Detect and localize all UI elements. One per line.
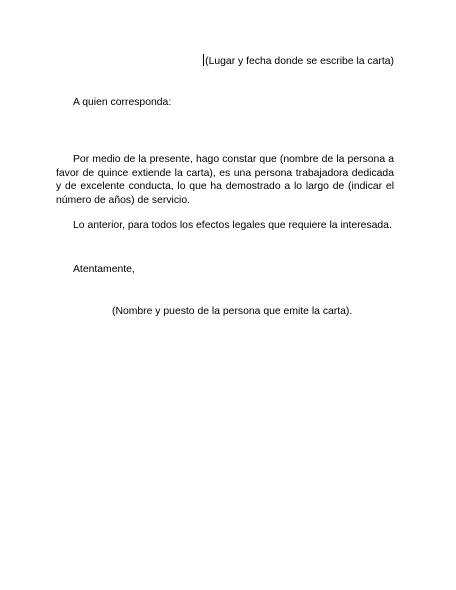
legal-statement: Lo anterior, para todos los efectos legales que requiere la interesada. bbox=[73, 220, 392, 231]
salutation: A quien corresponda: bbox=[73, 97, 172, 108]
place-date-text: (Lugar y fecha donde se escribe la carta) bbox=[205, 56, 394, 67]
signature-line: (Nombre y puesto de la persona que emite la carta). bbox=[112, 306, 353, 317]
closing: Atentamente, bbox=[73, 264, 135, 275]
place-date-line[interactable] bbox=[203, 54, 394, 69]
body-paragraph: Por medio de la presente, hago constar que (nombre de la persona a favor de quince extiende la carta), es una persona trabajadora dedicada y de excelente conducta, lo que ha demostrado a lo largo de (indicar el número de años) de servicio. bbox=[56, 154, 394, 206]
text-cursor bbox=[203, 54, 204, 66]
